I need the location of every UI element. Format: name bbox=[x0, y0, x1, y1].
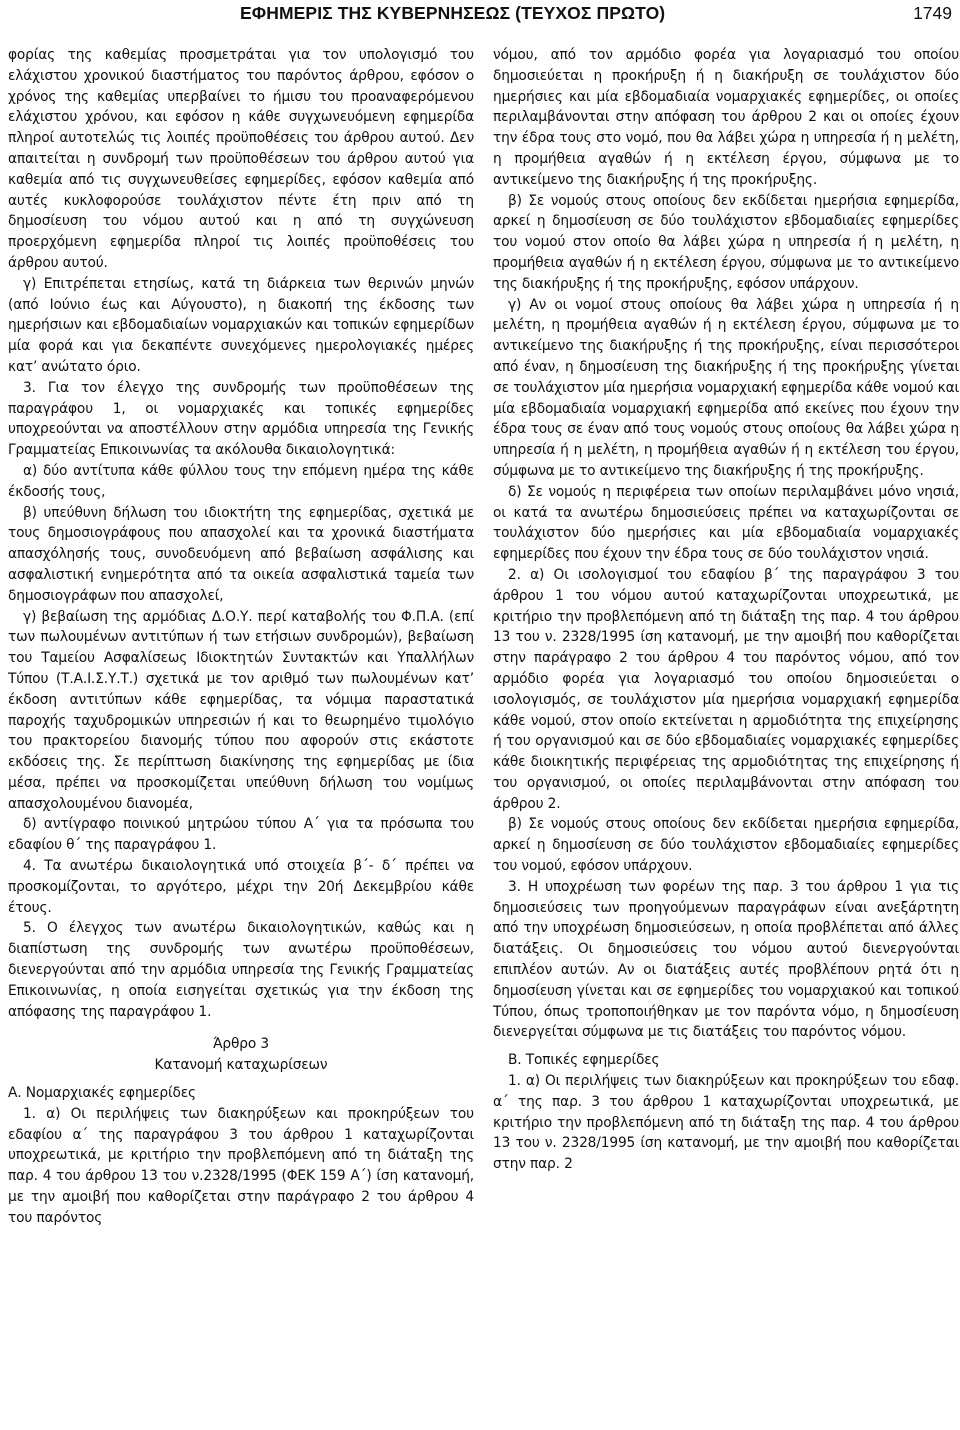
paragraph: α) δύο αντίτυπα κάθε φύλλου τους την επόμενη ημέρα της κάθε έκδοσής τους, bbox=[8, 462, 474, 500]
paragraph: 3. Η υποχρέωση των φορέων της παρ. 3 του άρθρου 1 για τις δημοσιεύσεις των προηγούμενων παραγράφων είναι ανεξάρτητη από την υποχρέωση δημοσιεύσεων, η οποία προβλέπεται από άλλες διατάξεις. Οι δημοσιεύσεις του νόμου αυτού διενεργούνται επιπλέον αυτών. Αν οι διατάξεις αυτές προβλέπουν ρητά ότι η δημοσίευση γίνεται και σε εφημερίδες του νομαρχιακού και τοπικού Τύπου, όπως τροποποιήθηκαν με τον παρόντα νόμο, η δημοσίευση διενεργείται σύμφωνα με τις διατάξεις του παρόντος νόμου. bbox=[493, 878, 959, 1041]
paragraph: β) Σε νομούς στους οποίους δεν εκδίδεται ημερήσια εφημερίδα, αρκεί η δημοσίευση σε δύο τουλάχιστον εβδομαδιαίες εφημερίδες του νομού, εφόσον υπάρχουν. bbox=[493, 816, 959, 875]
section-heading-a: Α. Νομαρχιακές εφημερίδες bbox=[8, 1085, 196, 1102]
paragraph: 5. Ο έλεγχος των ανωτέρω δικαιολογητικών, καθώς και η διαπίστωση της συνδρομής των ανωτέρω προϋποθέσεων, διενεργούνται από την αρμόδια υπηρεσία της Γενικής Γραμματείας Επικοινωνίας, η οποία εισηγείται σχετικώς για την έκδοση της απόφασης της παραγράφου 1. bbox=[8, 920, 474, 1020]
gazette-title: ΕΦΗΜΕΡΙΣ ΤΗΣ ΚΥΒΕΡΝΗΣΕΩΣ (ΤΕΥΧΟΣ ΠΡΩΤΟ) bbox=[240, 3, 666, 23]
paragraph: φορίας της καθεμίας προσμετράται για τον υπολογισμό του ελάχιστου χρονικού διαστήματος του παρόντος άρθρου, εφόσον ο χρόνος της καθεμίας υπερβαίνει το ήμισυ του προαναφερόμενου ελάχιστου χρόνου, και εφόσον η κάθε συγχωνευόμενη εφημερίδα πληροί αυτοτελώς τις λοιπές προϋποθέσεις του άρθρου αυτού. Δεν απαιτείται η συνδρομή των προϋποθέσεων του άρθρου αυτού για καθεμία από τις συγχωνευθείσες εφημερίδες, εφόσον καθεμία από αυτές κυκλοφορούσε τουλάχιστον πέντε έτη πριν από τη δημοσίευση του νόμου αυτού και η από τη συγχώνευση προερχόμενη εφημερίδα πληροί τις λοιπές προϋποθέσεις του άρθρου αυτού. bbox=[8, 47, 474, 271]
article-number: Άρθρο 3 bbox=[213, 1036, 269, 1053]
paragraph: β) υπεύθυνη δήλωση του ιδιοκτήτη της εφημερίδας, σχετικά με τους δημοσιογράφους που απασχολεί και τα χρονικά διαστήματα απασχόλησής τους, συνοδευόμενη από βεβαίωση ασφάλισης και ασφαλιστική ενημερότητα από τα οικεία ασφαλιστικά ταμεία των δημοσιογράφων που απασχολεί, bbox=[8, 504, 474, 604]
paragraph: γ) Αν οι νομοί στους οποίους θα λάβει χώρα η υπηρεσία ή η μελέτη, η προμήθεια αγαθών ή η εκτέλεση έργου, σύμφωνα με το αντικείμενο της διακήρυξης ή της προκήρυξης, είναι περισσότεροι από έναν, η δημοσίευση της διακήρυξης ή της προκήρυξης γίνεται σε τουλάχιστον μία ημερήσια νομαρχιακή εφημερίδα κάθε νομού και μία εβδομαδιαία νομαρχιακή εφημερίδα από εκείνες που έχουν την έδρα τους σε έναν από τους νομούς στους οποίους θα λάβει χώρα η υπηρεσία ή η μελέτη, η προμήθεια αγαθών ή η εκτέλεση του έργου, σύμφωνα με το αντικείμενο της διακήρυξης ή της προκήρυξης. bbox=[493, 296, 959, 479]
left-column bbox=[8, 45, 474, 1229]
page-number: 1749 bbox=[913, 3, 952, 23]
paragraph: 4. Τα ανωτέρω δικαιολογητικά υπό στοιχεία β΄- δ΄ πρέπει να προσκομίζονται, το αργότερο, μέχρι την 20ή Δεκεμβρίου κάθε έτους. bbox=[8, 858, 474, 916]
paragraph: δ) αντίγραφο ποινικού μητρώου τύπου Α΄ για τα πρόσωπα του εδαφίου θ΄ της παραγράφου 1. bbox=[8, 816, 474, 854]
paragraph: γ) Επιτρέπεται ετησίως, κατά τη διάρκεια των θερινών μηνών (από Ιούνιο έως και Αύγουστο), η διακοπή της έκδοσης των ημερήσιων και εβδομαδιαίων νομαρχιακών και τοπικών εφημερίδων μία φορά και για δεκαπέντε συνεχόμενες ημερολογιακές ημέρες κατ’ ανώτατο όριο. bbox=[8, 275, 474, 375]
paragraph: νόμου, από τον αρμόδιο φορέα για λογαριασμό του οποίου δημοσιεύεται η προκήρυξη ή η διακήρυξη σε τουλάχιστον δύο ημερήσιες και μία εβδομαδιαία νομαρχιακές εφημερίδες, οι οποίες περιλαμβάνονται στην απόφαση του άρθρου 2 και οι οποίες έχουν την έδρα τους στο νομό, που θα λάβει χώρα η υπηρεσία ή η μελέτη, η προμήθεια αγαθών ή η εκτέλεση έργου, σύμφωνα με το αντικείμενο της διακήρυξης ή της προκήρυξης. bbox=[493, 47, 959, 188]
paragraph: δ) Σε νομούς η περιφέρεια των οποίων περιλαμβάνει μόνο νησιά, οι κατά τα ανωτέρω δημοσιεύσεις πρέπει να καταχωρίζονται σε τουλάχιστον δύο ημερήσιες και μία εβδομαδιαία νομαρχιακές εφημερίδες που έχουν την έδρα τους σε δύο τουλάχιστον νησιά. bbox=[493, 483, 959, 563]
paragraph: 3. Για τον έλεγχο της συνδρομής των προϋποθέσεων της παραγράφου 1, οι νομαρχιακές και τοπικές εφημερίδες υποχρεούνται να αποστέλλουν στην αρμόδια υπηρεσία της Γενικής Γραμματείας Επικοινωνίας τα ακόλουθα δικαιολογητικά: bbox=[8, 379, 474, 459]
paragraph: γ) βεβαίωση της αρμόδιας Δ.Ο.Υ. περί καταβολής του Φ.Π.Α. (επί των πωλουμένων αντιτύπων ή των ετήσιων συνδρομών), βεβαίωση του Ταμείου Ασφαλίσεως Ιδιοκτητών Συντακτών και Υπαλλήλων Τύπου (Τ.Α.Ι.Σ.Υ.Τ.) σχετικά με τον αριθμό των πωλουμένων κατ’ έκδοση αντιτύπων κάθε εφημερίδας, τα νόμιμα παραστατικά παροχής ταχυδρομικών υπηρεσιών ή και το θεωρημένο τιμολόγιο του πρακτορείου διανομής τύπου που αφορούν στις εκάστοτε εκδόσεις της. Σε περίπτωση διακίνησης της εφημερίδας με ίδια μέσα, πρέπει να προσκομίζεται υπεύθυνη δήλωση του νομίμως απασχολουμένου διανομέα, bbox=[8, 608, 474, 812]
paragraph: 1. α) Οι περιλήψεις των διακηρύξεων και προκηρύξεων του εδαφίου α΄ της παραγράφου 3 του άρθρου 1 καταχωρίζονται υποχρεωτικά, με κριτήριο την προβλεπόμενη από τη διάταξη της παρ. 4 του άρθρου 13 του ν.2328/1995 (ΦΕΚ 159 Α΄) ίση κατανομή, με την αμοιβή που καθορίζεται στην παράγραφο 2 του άρθρου 4 του παρόντος bbox=[8, 1105, 474, 1226]
right-column bbox=[493, 45, 959, 1175]
paragraph: 2. α) Οι ισολογισμοί του εδαφίου β΄ της παραγράφου 3 του άρθρου 1 του νόμου αυτού καταχωρίζονται υποχρεωτικά, με κριτήριο την προβλεπόμενη από τη διάταξη της παρ. 4 του άρθρου 13 του ν. 2328/1995 ίση κατανομή, με την αμοιβή που καθορίζεται στην παράγραφο 2 του άρθρου 4 του παρόντος νόμου, από τον αρμόδιο φορέα για λογαριασμό του οποίου δημοσιεύεται ο ισολογισμός, σε τουλάχιστον μία ημερήσια νομαρχιακή εφημερίδα κάθε νομού, στον οποίο εκτείνεται η αρμοδιότητα της επιχείρησης ή του οργανισμού και σε δύο εβδομαδιαίες νομαρχιακές εφημερίδες κάθε διοικητικής περιφέρειας της αρμοδιότητας της επιχείρησης ή του οργανισμού, οι οποίες περιλαμβάνονται στην απόφαση του άρθρου 2. bbox=[493, 566, 959, 812]
paragraph: β) Σε νομούς στους οποίους δεν εκδίδεται ημερήσια εφημερίδα, αρκεί η δημοσίευση σε δύο τουλάχιστον εβδομαδιαίες εφημερίδες του νομού στον οποίο θα λάβει χώρα η υπηρεσία ή η μελέτη, η προμήθεια αγαθών ή η εκτέλεση έργου, σύμφωνα με το αντικείμενο της διακήρυξης ή της προκήρυξης, εφόσον υπάρχουν. bbox=[493, 192, 959, 292]
article-title: Κατανομή καταχωρίσεων bbox=[154, 1057, 328, 1074]
section-heading-b: Β. Τοπικές εφημερίδες bbox=[508, 1052, 660, 1069]
page-header bbox=[8, 0, 952, 28]
paragraph: 1. α) Οι περιλήψεις των διακηρύξεων και προκηρύξεων του εδαφ. α΄ της παρ. 3 του άρθρου 1 καταχωρίζονται υποχρεωτικά, με κριτήριο την προβλεπόμενη από τη διάταξη της παρ. 4 του άρθρου 13 του ν. 2328/1995 ίση κατανομή, με την αμοιβή που καθορίζεται στην παρ. 2 bbox=[493, 1073, 959, 1173]
